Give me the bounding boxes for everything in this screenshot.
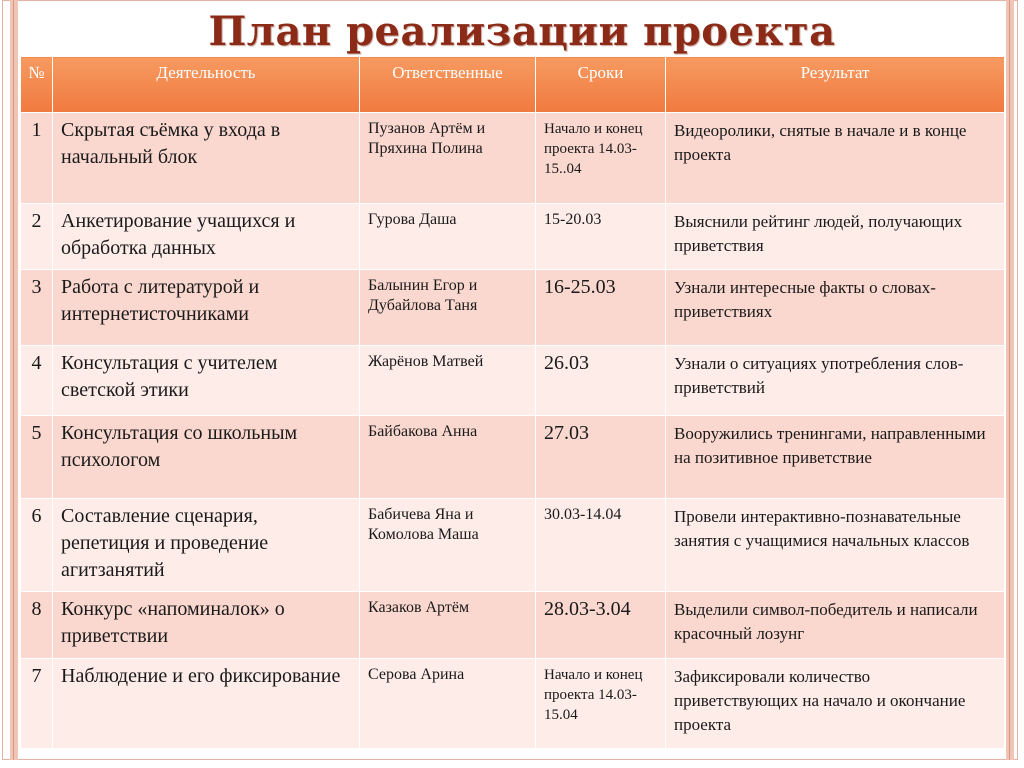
row-number: 6: [21, 499, 53, 592]
table-row: [21, 346, 1005, 416]
row-result: Выяснили рейтинг людей, получающих приветствия: [666, 204, 1005, 270]
row-activity: Работа с литературой и интернетисточниками: [53, 270, 360, 346]
row-activity: Конкурс «напоминалок» о приветствии: [53, 592, 360, 659]
row-dates: 28.03-3.04: [536, 592, 666, 659]
row-result: Узнали о ситуациях употребления слов-приветствий: [666, 346, 1005, 416]
left-decorative-bar: [10, 0, 18, 760]
row-activity: Консультация с учителем светской этики: [53, 346, 360, 416]
row-activity: Скрытая съёмка у входа в начальный блок: [53, 113, 360, 204]
row-result: Вооружились тренингами, направленными на позитивное приветствие: [666, 416, 1005, 499]
row-dates: 26.03: [536, 346, 666, 416]
table-row: [21, 270, 1005, 346]
header-activity: Деятельность: [53, 57, 360, 113]
row-dates: 27.03: [536, 416, 666, 499]
row-activity: Наблюдение и его фиксирование: [53, 659, 360, 749]
row-result: Видеоролики, снятые в начале и в конце проекта: [666, 113, 1005, 204]
row-responsible: Бабичева Яна и Комолова Маша: [360, 499, 536, 592]
row-dates: 16-25.03: [536, 270, 666, 346]
row-dates: 30.03-14.04: [536, 499, 666, 592]
row-responsible: Пузанов Артём и Пряхина Полина: [360, 113, 536, 204]
table-row: [21, 416, 1005, 499]
row-number: 7: [21, 659, 53, 749]
header-number: №: [21, 57, 53, 113]
row-result: Провели интерактивно-познавательные занятия с учащимися начальных классов: [666, 499, 1005, 592]
table-row: [21, 499, 1005, 592]
row-responsible: Казаков Артём: [360, 592, 536, 659]
row-responsible: Серова Арина: [360, 659, 536, 749]
row-activity: Составление сценария, репетиция и проведение агитзанятий: [53, 499, 360, 592]
row-number: 8: [21, 592, 53, 659]
row-dates: Начало и конец проекта 14.03-15.04: [536, 659, 666, 749]
row-number: 1: [21, 113, 53, 204]
table-row: [21, 592, 1005, 659]
row-result: Узнали интересные факты о словах-приветствиях: [666, 270, 1005, 346]
header-responsible: Ответственные: [360, 57, 536, 113]
row-number: 5: [21, 416, 53, 499]
row-result: Зафиксировали количество приветствующих на начало и окончание проекта: [666, 659, 1005, 749]
page-title: План реализации проекта: [208, 8, 836, 55]
row-number: 4: [21, 346, 53, 416]
row-dates: 15-20.03: [536, 204, 666, 270]
row-dates: Начало и конец проекта 14.03-15..04: [536, 113, 666, 204]
project-plan-table: [20, 56, 1005, 749]
header-result: Результат: [666, 57, 1005, 113]
table-row: [21, 659, 1005, 749]
table-row: [21, 113, 1005, 204]
right-decorative-bar: [1006, 0, 1014, 760]
row-number: 3: [21, 270, 53, 346]
table-header-row: [21, 57, 1005, 113]
row-responsible: Гурова Даша: [360, 204, 536, 270]
row-activity: Анкетирование учащихся и обработка данных: [53, 204, 360, 270]
row-result: Выделили символ-победитель и написали красочный лозунг: [666, 592, 1005, 659]
row-activity: Консультация со школьным психологом: [53, 416, 360, 499]
row-number: 2: [21, 204, 53, 270]
row-responsible: Балынин Егор и Дубайлова Таня: [360, 270, 536, 346]
table-row: [21, 204, 1005, 270]
header-dates: Сроки: [536, 57, 666, 113]
row-responsible: Жарёнов Матвей: [360, 346, 536, 416]
row-responsible: Байбакова Анна: [360, 416, 536, 499]
